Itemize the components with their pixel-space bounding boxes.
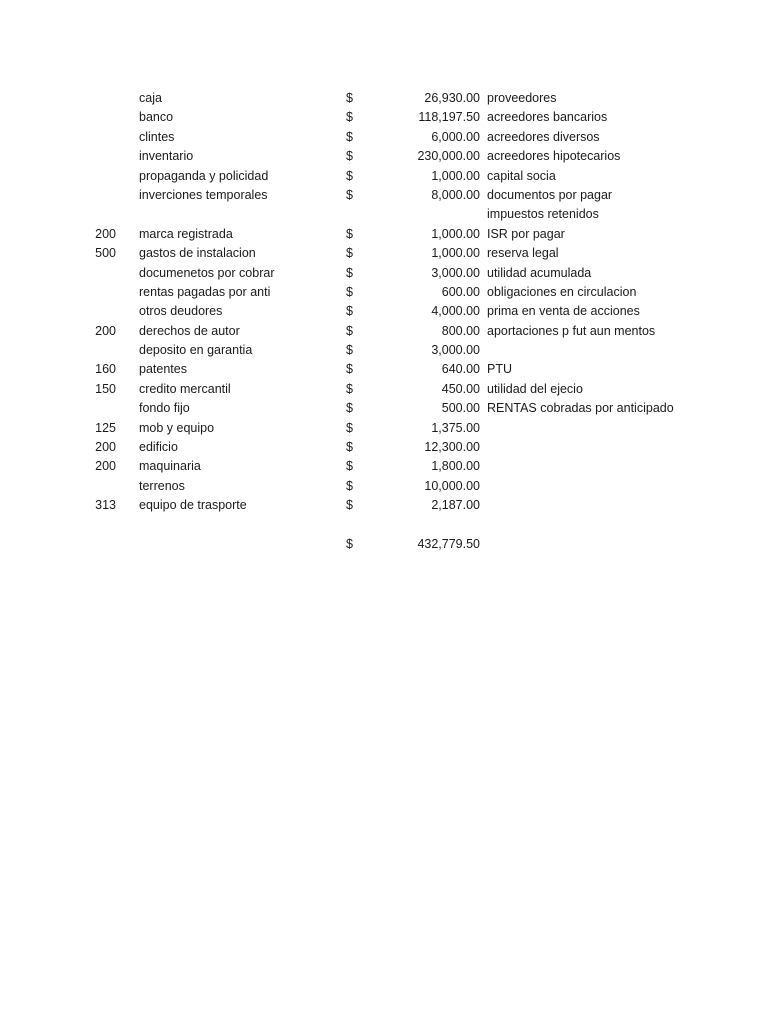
row-amount: 12,300.00 <box>424 440 480 455</box>
table-row <box>0 205 768 224</box>
dollar-sign: $ <box>346 478 353 493</box>
table-row <box>0 399 768 418</box>
dollar-sign: $ <box>346 284 353 299</box>
row-amount: 230,000.00 <box>417 149 480 164</box>
row-number: 160 <box>95 362 116 377</box>
row-label: banco <box>139 110 174 125</box>
row-amount: 8,000.00 <box>431 187 480 202</box>
row-right-label: acreedores hipotecarios <box>487 149 621 164</box>
row-number: 200 <box>95 226 116 241</box>
dollar-sign: $ <box>346 440 353 455</box>
dollar-sign: $ <box>346 459 353 474</box>
dollar-sign: $ <box>346 343 353 358</box>
row-amount: 1,800.00 <box>431 459 480 474</box>
row-amount: 26,930.00 <box>424 91 480 105</box>
table-row <box>0 89 768 108</box>
row-right-label: utilidad acumulada <box>487 265 592 280</box>
row-amount: 3,000.00 <box>431 265 480 280</box>
table-row <box>0 186 768 205</box>
row-label: derechos de autor <box>139 323 240 338</box>
dollar-sign: $ <box>346 129 353 144</box>
balance-rows <box>0 89 768 516</box>
table-row <box>0 322 768 341</box>
table-row <box>0 302 768 321</box>
table-row <box>0 457 768 476</box>
row-amount: 500.00 <box>441 401 480 416</box>
dollar-sign: $ <box>346 323 353 338</box>
row-label: marca registrada <box>139 226 233 241</box>
total-dollar-sign: $ <box>346 536 353 551</box>
row-right-label: documentos por pagar <box>487 187 613 202</box>
table-row <box>0 147 768 166</box>
row-amount: 1,375.00 <box>431 420 480 435</box>
row-number: 500 <box>95 246 116 261</box>
row-right-label: acreedores diversos <box>487 129 600 144</box>
row-amount: 1,000.00 <box>431 226 480 241</box>
dollar-sign: $ <box>346 246 353 261</box>
row-number: 150 <box>95 381 116 396</box>
table-row <box>0 225 768 244</box>
row-right-label: ISR por pagar <box>487 226 565 241</box>
table-row <box>0 380 768 399</box>
row-label: rentas pagadas por anti <box>139 284 271 299</box>
row-label: terrenos <box>139 478 185 493</box>
row-amount: 450.00 <box>441 381 480 396</box>
row-amount: 600.00 <box>441 284 480 299</box>
row-amount: 6,000.00 <box>431 129 480 144</box>
table-row <box>0 438 768 457</box>
row-label: propaganda y policidad <box>139 168 269 183</box>
total-row <box>0 535 768 554</box>
row-label: documenetos por cobrar <box>139 265 275 280</box>
row-number: 200 <box>95 323 116 338</box>
row-amount: 118,197.50 <box>418 110 480 125</box>
dollar-sign: $ <box>346 110 353 125</box>
row-amount: 4,000.00 <box>431 304 480 319</box>
row-number: 200 <box>95 440 116 455</box>
row-number: 313 <box>95 498 116 513</box>
row-amount: 10,000.00 <box>424 478 480 493</box>
row-label: inverciones temporales <box>139 187 268 202</box>
row-right-label: reserva legal <box>487 246 559 261</box>
row-label: inventario <box>139 149 194 164</box>
row-label: deposito en garantia <box>139 343 253 358</box>
row-right-label: prima en venta de acciones <box>487 304 640 319</box>
row-right-label: proveedores <box>487 91 557 105</box>
row-right-label: RENTAS cobradas por anticipado <box>487 401 674 416</box>
row-label: equipo de trasporte <box>139 498 247 513</box>
dollar-sign: $ <box>346 226 353 241</box>
row-right-label: aportaciones p fut aun mentos <box>487 323 656 338</box>
dollar-sign: $ <box>346 498 353 513</box>
row-right-label: obligaciones en circulacion <box>487 284 637 299</box>
row-amount: 1,000.00 <box>431 168 480 183</box>
table-row <box>0 108 768 127</box>
dollar-sign: $ <box>346 381 353 396</box>
dollar-sign: $ <box>346 149 353 164</box>
spreadsheet <box>0 89 768 554</box>
row-number: 200 <box>95 459 116 474</box>
row-right-label: PTU <box>487 362 512 377</box>
row-amount: 640.00 <box>441 362 480 377</box>
table-row <box>0 264 768 283</box>
dollar-sign: $ <box>346 265 353 280</box>
total-amount: 432,779.50 <box>417 536 480 551</box>
table-row <box>0 341 768 360</box>
dollar-sign: $ <box>346 362 353 377</box>
row-number: 125 <box>95 420 116 435</box>
row-right-label: impuestos retenidos <box>487 207 599 222</box>
row-right-label: capital socia <box>487 168 556 183</box>
row-label: otros deudores <box>139 304 223 319</box>
row-right-label: utilidad del ejecio <box>487 381 583 396</box>
row-label: credito mercantil <box>139 381 231 396</box>
dollar-sign: $ <box>346 401 353 416</box>
dollar-sign: $ <box>346 420 353 435</box>
row-label: clintes <box>139 129 175 144</box>
dollar-sign: $ <box>346 91 353 105</box>
row-amount: 800.00 <box>441 323 480 338</box>
dollar-sign: $ <box>346 187 353 202</box>
dollar-sign: $ <box>346 304 353 319</box>
row-amount: 2,187.00 <box>431 498 480 513</box>
row-label: gastos de instalacion <box>139 246 256 261</box>
row-label: fondo fijo <box>139 401 190 416</box>
row-label: patentes <box>139 362 187 377</box>
table-row <box>0 167 768 186</box>
row-amount: 3,000.00 <box>431 343 480 358</box>
table-row <box>0 283 768 302</box>
table-row <box>0 477 768 496</box>
table-row <box>0 496 768 515</box>
row-right-label: acreedores bancarios <box>487 110 608 125</box>
dollar-sign: $ <box>346 168 353 183</box>
row-label: mob y equipo <box>139 420 215 435</box>
table-row <box>0 128 768 147</box>
table-row <box>0 244 768 263</box>
row-label: caja <box>139 91 162 105</box>
table-row <box>0 360 768 379</box>
row-amount: 1,000.00 <box>431 246 480 261</box>
table-row <box>0 419 768 438</box>
row-label: edificio <box>139 440 178 455</box>
row-label: maquinaria <box>139 459 201 474</box>
